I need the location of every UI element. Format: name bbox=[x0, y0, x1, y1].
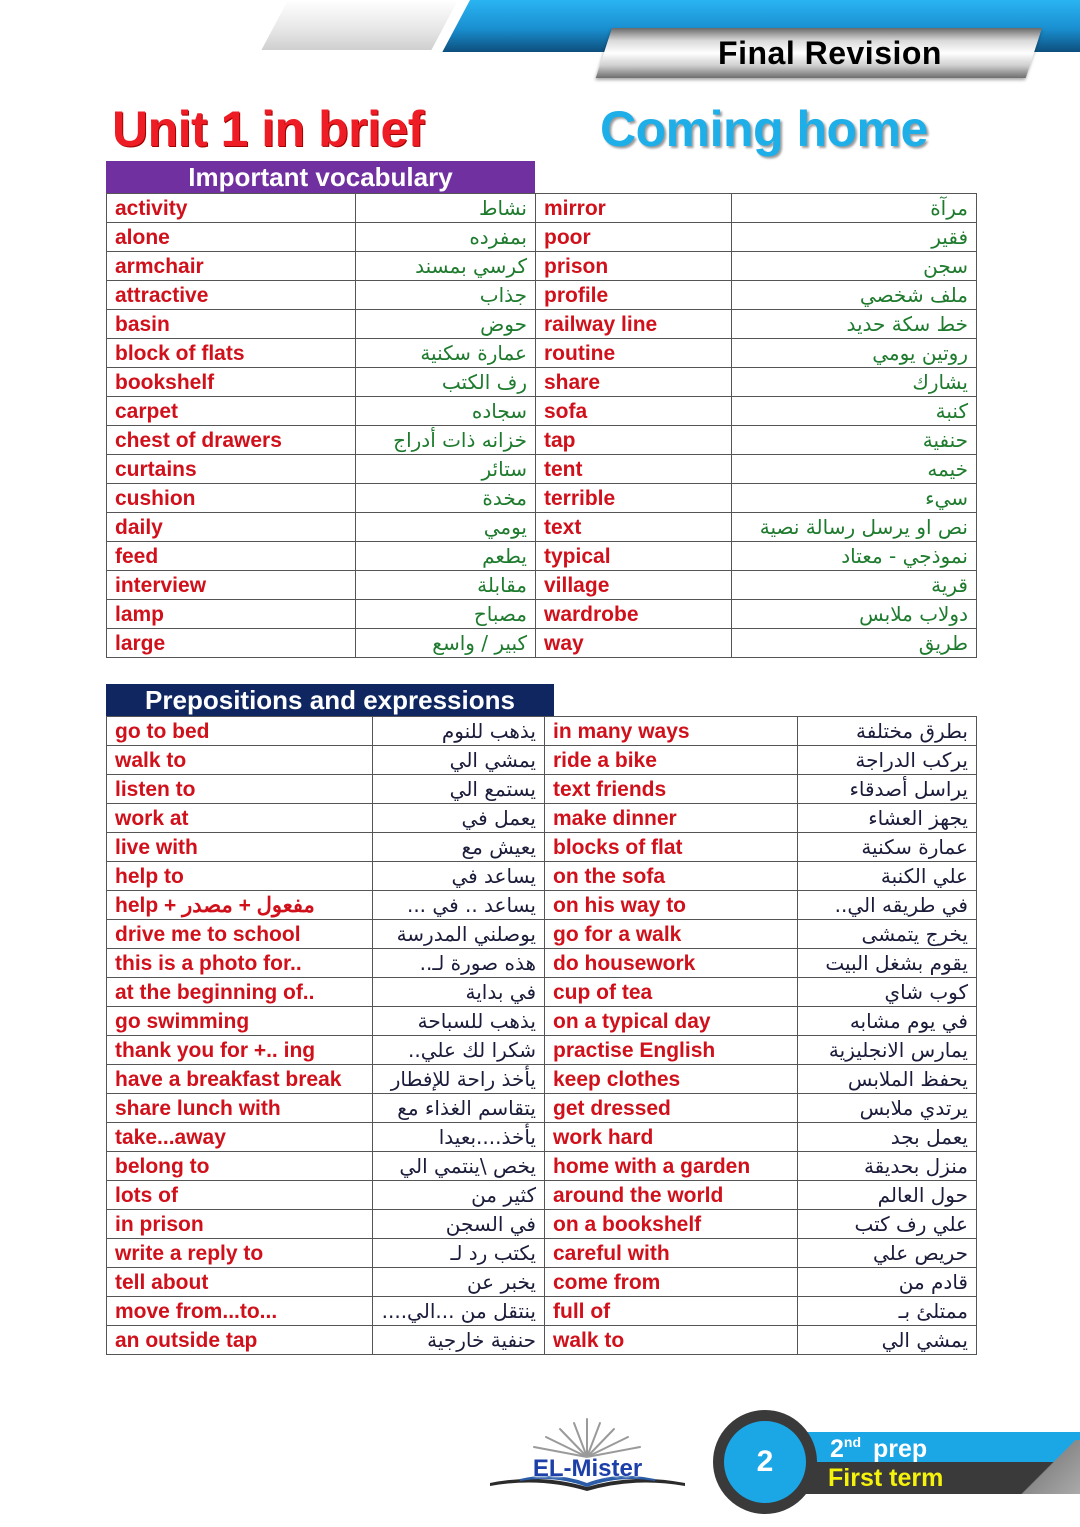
table-row bbox=[107, 629, 977, 658]
english-term: listen to bbox=[107, 775, 373, 804]
arabic-meaning: نشاط bbox=[356, 194, 536, 223]
english-term: cushion bbox=[107, 484, 356, 513]
english-term: cup of tea bbox=[545, 978, 798, 1007]
arabic-meaning: يذهب للسباحة bbox=[373, 1007, 545, 1036]
arabic-meaning: عمارة سكنية bbox=[798, 833, 977, 862]
arabic-meaning: يستمع الي bbox=[373, 775, 545, 804]
arabic-meaning: يحفظ الملابس bbox=[798, 1065, 977, 1094]
english-term: do housework bbox=[545, 949, 798, 978]
english-term: an outside tap bbox=[107, 1326, 373, 1355]
arabic-meaning: في طريقه الي.. bbox=[798, 891, 977, 920]
term-label: First term bbox=[828, 1464, 944, 1492]
table-row bbox=[107, 571, 977, 600]
arabic-meaning: كوب شاي bbox=[798, 978, 977, 1007]
arabic-meaning: روتين يومي bbox=[732, 339, 977, 368]
arabic-meaning: علي رف كتب bbox=[798, 1210, 977, 1239]
table-row bbox=[107, 310, 977, 339]
arabic-meaning: كنبة bbox=[732, 397, 977, 426]
arabic-meaning: علي الكنبة bbox=[798, 862, 977, 891]
arabic-meaning: سجاده bbox=[356, 397, 536, 426]
arabic-meaning: يساعد .. في ... bbox=[373, 891, 545, 920]
arabic-meaning: حنفية bbox=[732, 426, 977, 455]
arabic-meaning: يجهز العشاء bbox=[798, 804, 977, 833]
prepositions-section-header: Prepositions and expressions bbox=[106, 684, 554, 716]
arabic-meaning: يخبر عن bbox=[373, 1268, 545, 1297]
english-term: tap bbox=[536, 426, 732, 455]
table-row bbox=[107, 600, 977, 629]
table-row bbox=[107, 1094, 977, 1123]
arabic-meaning: نموذجي - معتاد bbox=[732, 542, 977, 571]
english-term: full of bbox=[545, 1297, 798, 1326]
english-term: go to bed bbox=[107, 717, 373, 746]
arabic-meaning: فقير bbox=[732, 223, 977, 252]
table-row bbox=[107, 1239, 977, 1268]
english-term: activity bbox=[107, 194, 356, 223]
arabic-meaning: يركب الدراجة bbox=[798, 746, 977, 775]
english-term: go for a walk bbox=[545, 920, 798, 949]
arabic-meaning: يقوم بشغل البيت bbox=[798, 949, 977, 978]
arabic-meaning: يعمل بجد bbox=[798, 1123, 977, 1152]
arabic-meaning: في يوم مشابه bbox=[798, 1007, 977, 1036]
table-row bbox=[107, 1210, 977, 1239]
table-row bbox=[107, 891, 977, 920]
english-term: basin bbox=[107, 310, 356, 339]
table-row bbox=[107, 1181, 977, 1210]
table-row bbox=[107, 1065, 977, 1094]
arabic-meaning: سجن bbox=[732, 252, 977, 281]
arabic-meaning: ستائر bbox=[356, 455, 536, 484]
english-term: on the sofa bbox=[545, 862, 798, 891]
table-row bbox=[107, 920, 977, 949]
grade-text: prep bbox=[873, 1435, 928, 1463]
arabic-meaning: مقابلة bbox=[356, 571, 536, 600]
table-row bbox=[107, 1036, 977, 1065]
arabic-meaning: يوصلني المدرسة bbox=[373, 920, 545, 949]
arabic-meaning: حوض bbox=[356, 310, 536, 339]
english-term: work hard bbox=[545, 1123, 798, 1152]
table-row bbox=[107, 1268, 977, 1297]
english-term: walk to bbox=[107, 746, 373, 775]
table-row bbox=[107, 542, 977, 571]
arabic-meaning: يساعد في bbox=[373, 862, 545, 891]
arabic-meaning: ملف شخصي bbox=[732, 281, 977, 310]
arabic-meaning: شكرا لك علي.. bbox=[373, 1036, 545, 1065]
arabic-meaning: نص او يرسل رسالة نصية bbox=[732, 513, 977, 542]
english-term: sofa bbox=[536, 397, 732, 426]
arabic-meaning: في بداية bbox=[373, 978, 545, 1007]
page-number: 2 bbox=[756, 1445, 774, 1478]
unit-title: Unit 1 in brief bbox=[112, 101, 424, 157]
table-row bbox=[107, 804, 977, 833]
arabic-meaning: بطرق مختلفة bbox=[798, 717, 977, 746]
table-row bbox=[107, 775, 977, 804]
english-term: home with a garden bbox=[545, 1152, 798, 1181]
english-term: help to bbox=[107, 862, 373, 891]
table-row bbox=[107, 978, 977, 1007]
arabic-meaning: قادم من bbox=[798, 1268, 977, 1297]
english-term: drive me to school bbox=[107, 920, 373, 949]
grade-suffix: nd bbox=[843, 1434, 862, 1450]
english-term: railway line bbox=[536, 310, 732, 339]
arabic-meaning: يرتدي ملابس bbox=[798, 1094, 977, 1123]
english-term: in many ways bbox=[545, 717, 798, 746]
arabic-meaning: مصباح bbox=[356, 600, 536, 629]
grade-number: 2 bbox=[830, 1435, 844, 1463]
table-row bbox=[107, 513, 977, 542]
english-term: share bbox=[536, 368, 732, 397]
arabic-meaning: خزانه ذات أدراج bbox=[356, 426, 536, 455]
arabic-meaning: عمارة سكنية bbox=[356, 339, 536, 368]
arabic-meaning: منزل بحديقة bbox=[798, 1152, 977, 1181]
english-term: thank you for +.. ing bbox=[107, 1036, 373, 1065]
banner-title: Final Revision bbox=[718, 35, 942, 71]
arabic-meaning: يومي bbox=[356, 513, 536, 542]
arabic-meaning: يتقاسم الغذاء مع bbox=[373, 1094, 545, 1123]
arabic-meaning: حريص علي bbox=[798, 1239, 977, 1268]
english-term: make dinner bbox=[545, 804, 798, 833]
english-term: interview bbox=[107, 571, 356, 600]
arabic-meaning: يذهب للنوم bbox=[373, 717, 545, 746]
table-row bbox=[107, 833, 977, 862]
arabic-meaning: في السجن bbox=[373, 1210, 545, 1239]
arabic-meaning: خط سكة حديد bbox=[732, 310, 977, 339]
english-term: daily bbox=[107, 513, 356, 542]
english-term: prison bbox=[536, 252, 732, 281]
english-term: large bbox=[107, 629, 356, 658]
arabic-meaning: سيء bbox=[732, 484, 977, 513]
english-term: live with bbox=[107, 833, 373, 862]
arabic-meaning: يطعم bbox=[356, 542, 536, 571]
arabic-meaning: ينتقل من ...الي.... bbox=[373, 1297, 545, 1326]
english-term: lots of bbox=[107, 1181, 373, 1210]
arabic-meaning: هذه صورة لـ.. bbox=[373, 949, 545, 978]
table-row bbox=[107, 397, 977, 426]
table-row bbox=[107, 1297, 977, 1326]
arabic-meaning: جذاب bbox=[356, 281, 536, 310]
arabic-meaning: يشارك bbox=[732, 368, 977, 397]
arabic-meaning: بمفرده bbox=[356, 223, 536, 252]
english-term: text bbox=[536, 513, 732, 542]
english-term: alone bbox=[107, 223, 356, 252]
english-term: bookshelf bbox=[107, 368, 356, 397]
table-row bbox=[107, 194, 977, 223]
english-term: share lunch with bbox=[107, 1094, 373, 1123]
table-row bbox=[107, 717, 977, 746]
english-term: take...away bbox=[107, 1123, 373, 1152]
table-row bbox=[107, 339, 977, 368]
table-row bbox=[107, 455, 977, 484]
english-term: terrible bbox=[536, 484, 732, 513]
table-row bbox=[107, 426, 977, 455]
vocabulary-section-header: Important vocabulary bbox=[106, 161, 535, 193]
page-number-badge bbox=[713, 1410, 817, 1514]
english-term: come from bbox=[545, 1268, 798, 1297]
table-row bbox=[107, 1007, 977, 1036]
english-term: block of flats bbox=[107, 339, 356, 368]
table-row bbox=[107, 252, 977, 281]
english-term: armchair bbox=[107, 252, 356, 281]
english-term: chest of drawers bbox=[107, 426, 356, 455]
arabic-meaning: يعمل في bbox=[373, 804, 545, 833]
english-term: practise English bbox=[545, 1036, 798, 1065]
english-term: move from...to... bbox=[107, 1297, 373, 1326]
arabic-meaning: حنفية خارجية bbox=[373, 1326, 545, 1355]
grade-label bbox=[830, 1434, 927, 1464]
table-row bbox=[107, 281, 977, 310]
arabic-meaning: يخرج يتمشى bbox=[798, 920, 977, 949]
english-term: profile bbox=[536, 281, 732, 310]
arabic-meaning: يأخذ راحة للإفطار bbox=[373, 1065, 545, 1094]
table-row bbox=[107, 1326, 977, 1355]
arabic-meaning: حول العالم bbox=[798, 1181, 977, 1210]
arabic-meaning: يراسل أصدقاء bbox=[798, 775, 977, 804]
table-row bbox=[107, 368, 977, 397]
arabic-meaning: يكتب رد لـ bbox=[373, 1239, 545, 1268]
table-row bbox=[107, 484, 977, 513]
arabic-meaning: رف الكتب bbox=[356, 368, 536, 397]
prepositions-table bbox=[106, 716, 977, 1355]
english-term: at the beginning of.. bbox=[107, 978, 373, 1007]
arabic-meaning: يمشي الي bbox=[798, 1326, 977, 1355]
arabic-meaning: دولاب ملابس bbox=[732, 600, 977, 629]
arabic-meaning: يمشي الي bbox=[373, 746, 545, 775]
table-row bbox=[107, 862, 977, 891]
english-term: ride a bike bbox=[545, 746, 798, 775]
arabic-meaning: كثير من bbox=[373, 1181, 545, 1210]
header-grey-stripe bbox=[261, 0, 458, 50]
english-term: around the world bbox=[545, 1181, 798, 1210]
english-term: this is a photo for.. bbox=[107, 949, 373, 978]
table-row bbox=[107, 746, 977, 775]
table-row bbox=[107, 1123, 977, 1152]
arabic-meaning: يخص \ينتمي الي bbox=[373, 1152, 545, 1181]
english-term: blocks of flat bbox=[545, 833, 798, 862]
english-term: village bbox=[536, 571, 732, 600]
arabic-meaning: طريق bbox=[732, 629, 977, 658]
english-term: on his way to bbox=[545, 891, 798, 920]
arabic-meaning: مرآة bbox=[732, 194, 977, 223]
english-term: way bbox=[536, 629, 732, 658]
english-term: write a reply to bbox=[107, 1239, 373, 1268]
english-term: mirror bbox=[536, 194, 732, 223]
english-term: lamp bbox=[107, 600, 356, 629]
english-term: feed bbox=[107, 542, 356, 571]
english-term: walk to bbox=[545, 1326, 798, 1355]
table-row bbox=[107, 1152, 977, 1181]
english-term: text friends bbox=[545, 775, 798, 804]
logo-text: EL-Mister bbox=[532, 1455, 643, 1482]
table-row bbox=[107, 949, 977, 978]
table-row bbox=[107, 223, 977, 252]
footer-grey-wedge bbox=[1010, 1440, 1080, 1494]
arabic-meaning: قرية bbox=[732, 571, 977, 600]
english-term: routine bbox=[536, 339, 732, 368]
english-term: carpet bbox=[107, 397, 356, 426]
english-term: poor bbox=[536, 223, 732, 252]
english-term: have a breakfast break bbox=[107, 1065, 373, 1094]
topic-title: Coming home bbox=[600, 101, 928, 157]
arabic-meaning: ممتلئ بـ bbox=[798, 1297, 977, 1326]
english-term: tent bbox=[536, 455, 732, 484]
arabic-meaning: كبير / واسع bbox=[356, 629, 536, 658]
arabic-meaning: يأخذ....بعيدا bbox=[373, 1123, 545, 1152]
english-term: curtains bbox=[107, 455, 356, 484]
arabic-meaning: يعيش مع bbox=[373, 833, 545, 862]
english-term: work at bbox=[107, 804, 373, 833]
english-term: keep clothes bbox=[545, 1065, 798, 1094]
english-term: attractive bbox=[107, 281, 356, 310]
english-term: on a typical day bbox=[545, 1007, 798, 1036]
arabic-meaning: يمارس الانجليزية bbox=[798, 1036, 977, 1065]
arabic-meaning: كرسي بمسند bbox=[356, 252, 536, 281]
english-term: go swimming bbox=[107, 1007, 373, 1036]
english-term: on a bookshelf bbox=[545, 1210, 798, 1239]
english-term: typical bbox=[536, 542, 732, 571]
english-term: wardrobe bbox=[536, 600, 732, 629]
english-term: belong to bbox=[107, 1152, 373, 1181]
english-term: help + مفعول + مصدر bbox=[107, 891, 373, 920]
arabic-meaning: خيمه bbox=[732, 455, 977, 484]
english-term: careful with bbox=[545, 1239, 798, 1268]
vocabulary-table bbox=[106, 193, 977, 658]
arabic-meaning: مخدة bbox=[356, 484, 536, 513]
english-term: get dressed bbox=[545, 1094, 798, 1123]
el-mister-logo bbox=[480, 1415, 695, 1500]
english-term: tell about bbox=[107, 1268, 373, 1297]
english-term: in prison bbox=[107, 1210, 373, 1239]
